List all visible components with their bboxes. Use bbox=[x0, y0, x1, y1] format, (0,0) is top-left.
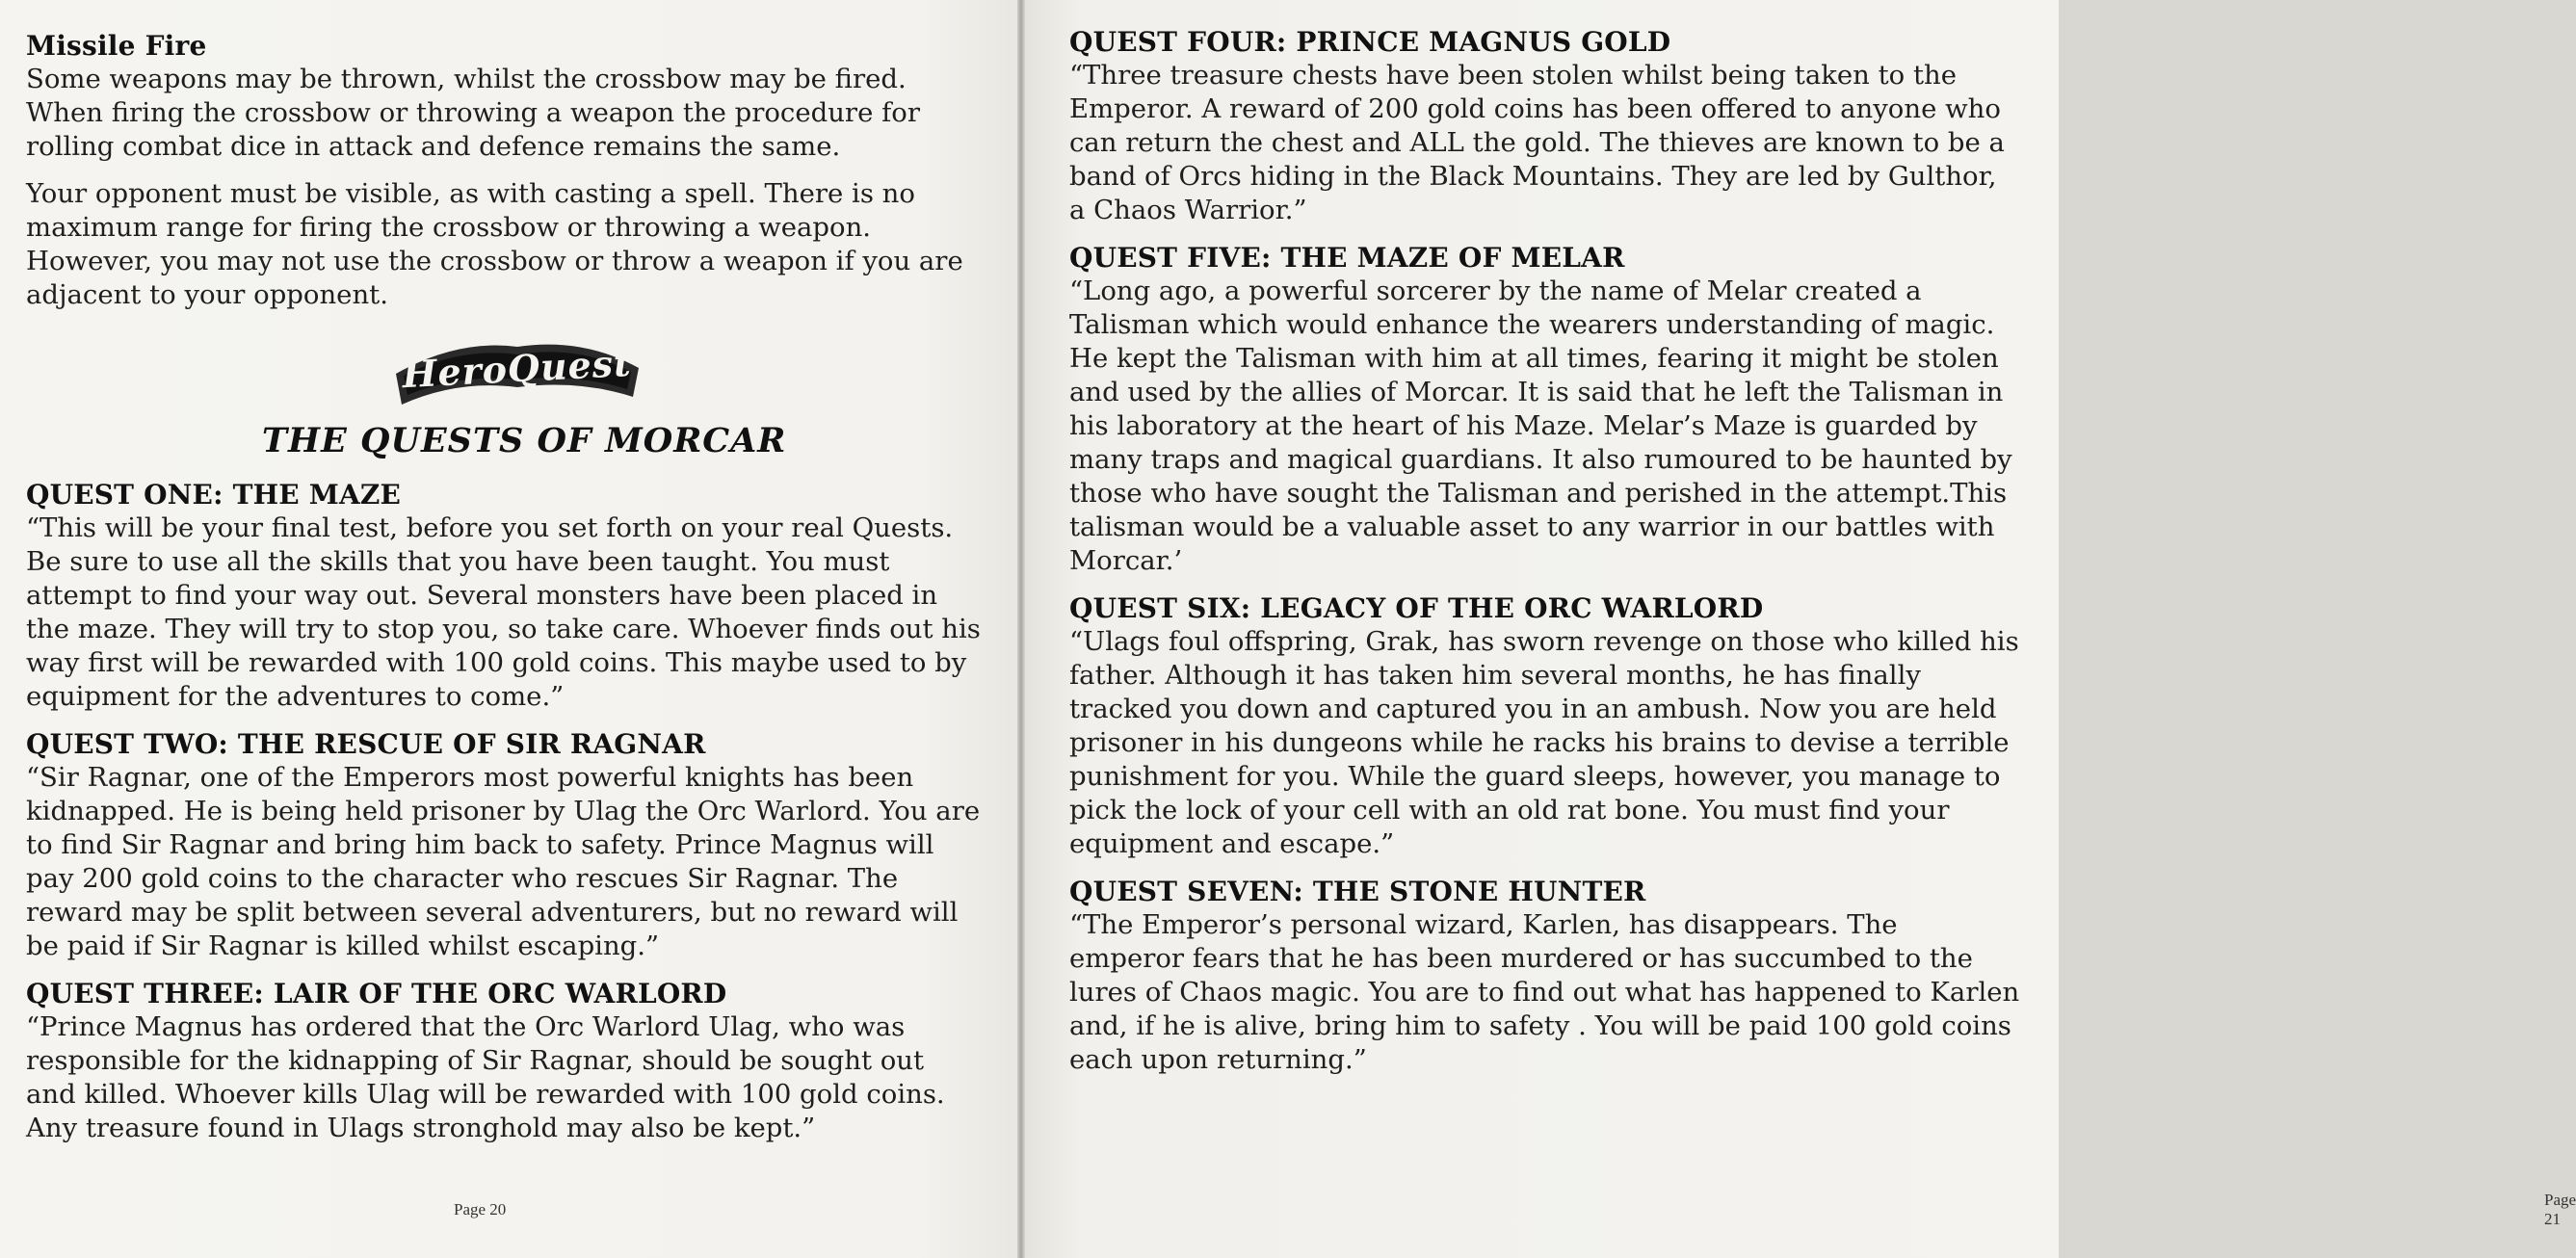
quest-seven-section bbox=[1069, 875, 2020, 1077]
missile-fire-heading: Missile Fire bbox=[26, 30, 207, 62]
quest-heading: QUEST FOUR: PRINCE MAGNUS GOLD bbox=[1069, 26, 1671, 58]
missile-fire-paragraph-1: Some weapons may be thrown, whilst the crossbow may be fired. When firing the crossbow or throwing a weapon the procedure for rolling combat dice in attack and defence remains the same. bbox=[26, 64, 920, 162]
quest-text: “Ulags foul offspring, Grak, has sworn revenge on those who killed his father. Although it has taken him several months, he has finally tracked you down and captured you in an ambush. Now you are held prisoner in his dungeons while he racks his brains to devise a terrible punishment for you. While the guard sleeps, however, you manage to pick the lock of your cell with an old rat bone. You must find your equipment and escape.” bbox=[1069, 626, 2019, 859]
svg-text:HeroQuest: HeroQuest bbox=[401, 340, 633, 397]
quest-heading: QUEST TWO: THE RESCUE OF SIR RAGNAR bbox=[26, 728, 706, 760]
page-number: Page 20 bbox=[454, 1200, 507, 1219]
quest-two-section bbox=[26, 727, 981, 963]
quest-four-section bbox=[1069, 25, 2020, 227]
quest-heading: QUEST THREE: LAIR OF THE ORC WARLORD bbox=[26, 978, 727, 1009]
quest-five-section bbox=[1069, 241, 2020, 578]
quest-text: “Prince Magnus has ordered that the Orc Warlord Ulag, who was responsible for the kidnapping of Sir Ragnar, should be sought out and killed. Whoever kills Ulag will be rewarded with 100 gold coins. Any treasure found in Ulags stronghold may also be kept.” bbox=[26, 1011, 945, 1143]
quest-text: “Long ago, a powerful sorcerer by the name of Melar created a Talisman which would enhance the wearers understanding of magic. He kept the Talisman with him at all times, fearing it might be stolen and used by the allies of Morcar. It is said that he left the Talisman in his laboratory at the heart of his Maze. Melar’s Maze is guarded by many traps and magical guardians. It also rumoured to be haunted by those who have sought the Talisman and perished in the attempt.This talisman would be a valuable asset to any warrior in our battles with Morcar.’ bbox=[1069, 275, 2012, 576]
quest-heading: QUEST SIX: LEGACY OF THE ORC WARLORD bbox=[1069, 592, 1764, 624]
quest-six-section bbox=[1069, 591, 2020, 861]
book-gutter bbox=[1017, 0, 1025, 1258]
quest-text: “The Emperor’s personal wizard, Karlen, has disappears. The emperor fears that he has been murdered or has succumbed to the lures of Chaos magic. You are to find out what has happened to Karlen and, if he is alive, bring him to safety . You will be paid 100 gold coins each upon returning.” bbox=[1069, 909, 2020, 1075]
quest-text: “Three treasure chests have been stolen whilst being taken to the Emperor. A reward of 200 gold coins has been offered to anyone who can return the chest and ALL the gold. The thieves are known to be a band of Orcs hiding in the Black Mountains. They are led by Gulthor, a Chaos Warrior.” bbox=[1069, 60, 2005, 225]
missile-fire-paragraph-2: Your opponent must be visible, as with casting a spell. There is no maximum range for firing the crossbow or throwing a weapon. However, you may not use the crossbow or throw a weapon if you are adjacent to your opponent. bbox=[26, 178, 963, 310]
right-page bbox=[1019, 0, 2576, 1258]
quest-text: “This will be your final test, before you set forth on your real Quests. Be sure to use all the skills that you have been taught. You must attempt to find your way out. Several monsters have been placed in the maze. They will try to stop you, so take care. Whoever finds out his way first will be rewarded with 100 gold coins. This maybe used to by equipment for the adventures to come.” bbox=[26, 512, 981, 712]
quest-heading: QUEST ONE: THE MAZE bbox=[26, 479, 402, 511]
quests-title: THE QUESTS OF MORCAR bbox=[262, 421, 787, 460]
quest-heading: QUEST FIVE: THE MAZE OF MELAR bbox=[1069, 242, 1625, 274]
quest-three-section bbox=[26, 977, 981, 1145]
quest-text: “Sir Ragnar, one of the Emperors most powerful knights has been kidnapped. He is being held prisoner by Ulag the Orc Warlord. You are to find Sir Ragnar and bring him back to safety. Prince Magnus will pay 200 gold coins to the character who rescues Sir Ragnar. The reward may be split between several adventurers, but no reward will be paid if Sir Ragnar is killed whilst escaping.” bbox=[26, 762, 981, 961]
page-number: Page 21 bbox=[2544, 1191, 2576, 1228]
left-page bbox=[0, 0, 1019, 1258]
missile-fire-section bbox=[26, 29, 981, 312]
quests-header bbox=[26, 326, 981, 478]
heroquest-logo bbox=[390, 329, 644, 418]
quest-one-section bbox=[26, 478, 981, 714]
quest-heading: QUEST SEVEN: THE STONE HUNTER bbox=[1069, 876, 1646, 907]
